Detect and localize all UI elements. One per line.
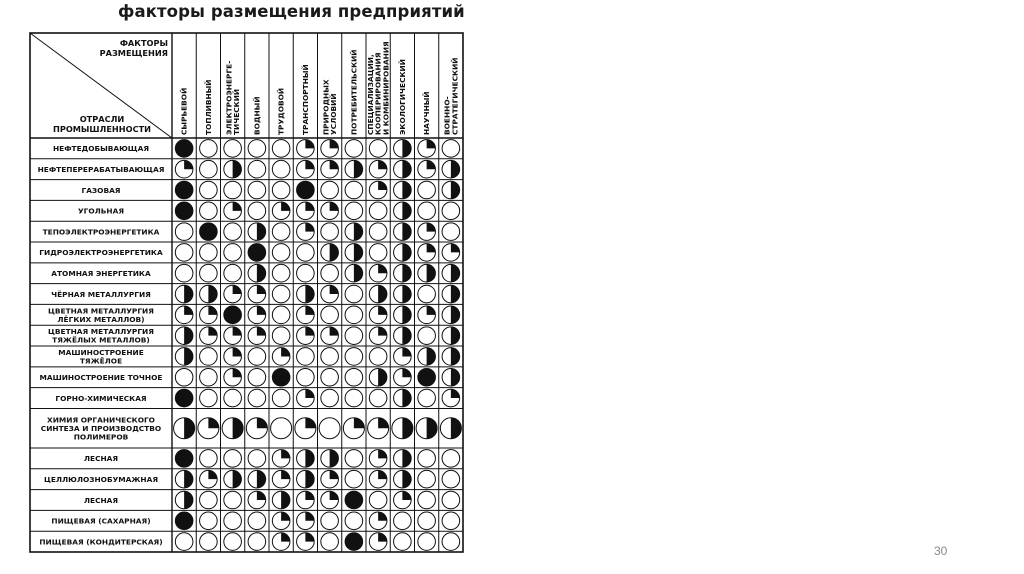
circle-half-fill	[257, 470, 266, 488]
factor-circle-empty	[248, 202, 266, 220]
row-label: ЛЁГКИХ МЕТАЛЛОВ)	[57, 314, 145, 324]
factor-circle-full	[175, 202, 193, 220]
factor-circle-empty	[224, 140, 242, 158]
factor-circle-empty	[321, 264, 339, 282]
row-label: ЦЕЛЛЮЛОЗНОБУМАЖНАЯ	[43, 474, 159, 484]
factor-circle-full	[175, 181, 193, 199]
circle-quarter-fill	[378, 264, 387, 273]
factor-circle-empty	[369, 202, 387, 220]
circle-quarter-fill	[402, 491, 411, 500]
factor-circle-empty	[345, 327, 363, 345]
factor-circle-empty	[248, 533, 266, 551]
factor-circle-empty	[321, 181, 339, 199]
circle-half-fill	[402, 389, 411, 407]
factor-circle-empty	[272, 140, 290, 158]
row-label: ХИМИЯ ОРГАНИЧЕСКОГО	[47, 415, 155, 425]
factor-circle-empty	[200, 491, 218, 509]
factor-circle-empty	[442, 533, 460, 551]
factor-circle-empty	[321, 533, 339, 551]
factor-circle-empty	[248, 160, 266, 178]
factor-circle-empty	[418, 181, 436, 199]
column-header-label: ВОДНЫЙ	[252, 96, 262, 135]
circle-quarter-fill	[427, 223, 436, 232]
factor-circle-empty	[272, 181, 290, 199]
circle-half-fill	[354, 264, 363, 282]
factor-circle-empty	[297, 264, 315, 282]
circle-quarter-fill	[427, 160, 436, 169]
row-label: НЕФТЕДОБЫВАЮЩАЯ	[52, 144, 150, 154]
circle-half-fill	[354, 160, 363, 178]
circle-quarter-fill	[281, 202, 290, 211]
circle-quarter-fill	[305, 512, 314, 521]
circle-quarter-fill	[402, 368, 411, 377]
row-label: ТЯЖЁЛЫХ МЕТАЛЛОВ)	[52, 335, 150, 345]
circle-half-fill	[451, 327, 460, 345]
factor-circle-empty	[369, 223, 387, 241]
circle-quarter-fill	[378, 533, 387, 542]
factor-circle-empty	[442, 512, 460, 530]
circle-quarter-fill	[305, 223, 314, 232]
row-label: ТЯЖЁЛОЕ	[79, 356, 123, 366]
circle-half-fill	[233, 418, 244, 439]
circle-quarter-fill	[305, 327, 314, 336]
factor-circle-empty	[345, 470, 363, 488]
factor-circle-empty	[200, 202, 218, 220]
factor-circle-empty	[321, 223, 339, 241]
circle-half-fill	[305, 470, 314, 488]
circle-half-fill	[451, 160, 460, 178]
column-header-label: ЭКОЛОГИЧЕСКИЙ	[397, 59, 407, 135]
circle-half-fill	[402, 306, 411, 324]
circle-quarter-fill	[257, 327, 266, 336]
circle-quarter-fill	[305, 140, 314, 149]
factor-circle-empty	[369, 389, 387, 407]
factor-circle-empty	[369, 140, 387, 158]
circle-quarter-fill	[378, 306, 387, 315]
circle-quarter-fill	[281, 512, 290, 521]
circle-half-fill	[184, 418, 195, 439]
factor-circle-empty	[272, 389, 290, 407]
circle-quarter-fill	[305, 160, 314, 169]
factor-circle-empty	[418, 491, 436, 509]
circle-quarter-fill	[451, 389, 460, 398]
circle-half-fill	[451, 181, 460, 199]
circle-quarter-fill	[257, 285, 266, 294]
circle-half-fill	[184, 327, 193, 345]
circle-quarter-fill	[378, 470, 387, 479]
circle-half-fill	[257, 264, 266, 282]
factor-circle-empty	[297, 368, 315, 386]
circle-half-fill	[402, 181, 411, 199]
factor-circle-full	[345, 491, 363, 509]
factor-circle-empty	[272, 264, 290, 282]
circle-quarter-fill	[281, 450, 290, 459]
circle-quarter-fill	[330, 491, 339, 500]
circle-quarter-fill	[233, 348, 242, 357]
factor-circle-empty	[319, 418, 340, 439]
factor-circle-empty	[272, 285, 290, 303]
column-header-label: ТИЧЕСКИЙ	[232, 88, 242, 135]
circle-quarter-fill	[305, 202, 314, 211]
corner-top-label: ФАКТОРЫ	[119, 38, 168, 48]
factor-circle-empty	[345, 181, 363, 199]
factor-circle-empty	[369, 244, 387, 262]
factor-circle-empty	[200, 512, 218, 530]
factor-circle-empty	[224, 244, 242, 262]
circle-half-fill	[402, 450, 411, 468]
factor-circle-full	[418, 368, 436, 386]
factor-circle-empty	[418, 389, 436, 407]
circle-quarter-fill	[208, 418, 219, 429]
circle-half-fill	[451, 306, 460, 324]
circle-half-fill	[427, 348, 436, 366]
circle-quarter-fill	[378, 327, 387, 336]
factor-circle-empty	[200, 181, 218, 199]
row-label: ЦВЕТНАЯ МЕТАЛЛУРГИЯ	[48, 327, 154, 337]
factor-circle-empty	[418, 533, 436, 551]
factor-circle-empty	[200, 140, 218, 158]
factor-circle-empty	[418, 450, 436, 468]
row-label: ПИЩЕВАЯ (КОНДИТЕРСКАЯ)	[39, 537, 163, 547]
circle-quarter-fill	[233, 202, 242, 211]
column-header-label: И КОМБИНИРОВАНИЯ	[381, 41, 391, 135]
factor-circle-empty	[272, 160, 290, 178]
factor-circle-empty	[345, 348, 363, 366]
column-header-label: СТРАТЕГИЧЕСКИЙ	[450, 57, 460, 135]
factor-circle-empty	[272, 327, 290, 345]
slide-title: факторы размещения предприятий	[118, 2, 465, 21]
circle-quarter-fill	[208, 327, 217, 336]
circle-quarter-fill	[451, 244, 460, 253]
factor-circle-empty	[248, 181, 266, 199]
row-label: АТОМНАЯ ЭНЕРГЕТИКА	[51, 269, 151, 279]
factor-circle-empty	[200, 368, 218, 386]
circle-quarter-fill	[184, 306, 193, 315]
factor-circle-full	[175, 450, 193, 468]
circle-half-fill	[257, 223, 266, 241]
circle-quarter-fill	[257, 418, 268, 429]
column-header-label: НАУЧНЫЙ	[422, 91, 432, 135]
circle-quarter-fill	[330, 327, 339, 336]
factor-circle-empty	[248, 450, 266, 468]
circle-half-fill	[427, 418, 438, 439]
circle-quarter-fill	[305, 389, 314, 398]
circle-half-fill	[451, 264, 460, 282]
column-header-label: ПРИРОДНЫХ	[321, 79, 331, 135]
factor-circle-empty	[200, 160, 218, 178]
factor-circle-empty	[345, 450, 363, 468]
factor-circle-empty	[248, 512, 266, 530]
row-label: ЛЕСНАЯ	[83, 454, 119, 464]
factor-circle-empty	[321, 368, 339, 386]
factor-circle-empty	[272, 223, 290, 241]
circle-quarter-fill	[257, 491, 266, 500]
circle-quarter-fill	[378, 418, 389, 429]
column-header-label: ТРУДОВОЙ	[276, 87, 286, 135]
factor-circle-empty	[200, 450, 218, 468]
factor-circle-empty	[345, 285, 363, 303]
factor-circle-empty	[442, 450, 460, 468]
column-header-label: СЫРЬЕВОЙ	[179, 87, 189, 135]
factor-circle-empty	[200, 533, 218, 551]
column-header-label: ЭЛЕКТРОЭНЕРГЕ-	[224, 60, 234, 135]
circle-half-fill	[330, 244, 339, 262]
circle-quarter-fill	[378, 181, 387, 190]
circle-half-fill	[233, 470, 242, 488]
circle-quarter-fill	[378, 160, 387, 169]
row-label: МАШИНОСТРОЕНИЕ ТОЧНОЕ	[39, 373, 163, 383]
circle-half-fill	[208, 285, 217, 303]
circle-half-fill	[305, 450, 314, 468]
factor-circle-empty	[297, 244, 315, 262]
circle-half-fill	[402, 223, 411, 241]
factor-circle-empty	[175, 223, 193, 241]
circle-half-fill	[378, 285, 387, 303]
circle-half-fill	[330, 450, 339, 468]
factor-circle-full	[272, 368, 290, 386]
row-label: ЦВЕТНАЯ МЕТАЛЛУРГИЯ	[48, 306, 154, 316]
factor-circle-empty	[224, 512, 242, 530]
circle-quarter-fill	[305, 306, 314, 315]
circle-quarter-fill	[330, 470, 339, 479]
factor-circle-full	[200, 223, 218, 241]
circle-quarter-fill	[257, 306, 266, 315]
factor-circle-empty	[224, 450, 242, 468]
factor-circle-empty	[248, 140, 266, 158]
factor-circle-empty	[418, 470, 436, 488]
corner-bottom-label: ПРОМЫШЛЕННОСТИ	[52, 124, 152, 134]
circle-half-fill	[184, 470, 193, 488]
factor-circle-empty	[224, 533, 242, 551]
factor-circle-empty	[442, 491, 460, 509]
circle-half-fill	[402, 160, 411, 178]
factor-circle-empty	[418, 285, 436, 303]
circle-quarter-fill	[281, 348, 290, 357]
factor-circle-empty	[248, 389, 266, 407]
factor-circle-empty	[321, 306, 339, 324]
circle-quarter-fill	[354, 418, 365, 429]
column-header-label: ПОТРЕБИТЕЛЬСКИЙ	[349, 49, 359, 135]
circle-half-fill	[305, 285, 314, 303]
factor-circle-empty	[345, 140, 363, 158]
factor-circle-full	[248, 244, 266, 262]
circle-half-fill	[354, 244, 363, 262]
factor-circle-empty	[175, 368, 193, 386]
circle-quarter-fill	[427, 306, 436, 315]
row-label: ЛЕСНАЯ	[83, 495, 119, 505]
circle-half-fill	[402, 244, 411, 262]
circle-half-fill	[451, 368, 460, 386]
factor-circle-full	[297, 181, 315, 199]
page-number: 30	[934, 544, 948, 558]
circle-half-fill	[184, 491, 193, 509]
corner-top-label: РАЗМЕЩЕНИЯ	[99, 48, 168, 58]
row-label: ПИЩЕВАЯ (САХАРНАЯ)	[51, 516, 151, 526]
circle-half-fill	[427, 264, 436, 282]
circle-half-fill	[378, 368, 387, 386]
row-label: СИНТЕЗА И ПРОИЗВОДСТВО	[40, 424, 162, 434]
circle-quarter-fill	[330, 202, 339, 211]
circle-half-fill	[402, 264, 411, 282]
column-header-label: ВОЕННО-	[442, 96, 452, 135]
factor-circle-empty	[224, 181, 242, 199]
circle-half-fill	[451, 348, 460, 366]
factor-circle-empty	[271, 418, 292, 439]
factor-circle-empty	[442, 202, 460, 220]
circle-half-fill	[451, 285, 460, 303]
circle-quarter-fill	[233, 368, 242, 377]
circle-quarter-fill	[184, 160, 193, 169]
factor-circle-empty	[369, 491, 387, 509]
circle-half-fill	[402, 418, 413, 439]
factor-circle-empty	[175, 264, 193, 282]
factor-circle-empty	[321, 512, 339, 530]
circle-quarter-fill	[208, 470, 217, 479]
factor-circle-empty	[224, 389, 242, 407]
factor-circle-empty	[345, 306, 363, 324]
circle-half-fill	[354, 223, 363, 241]
circle-half-fill	[402, 140, 411, 158]
factor-circle-empty	[418, 202, 436, 220]
factor-circle-empty	[200, 348, 218, 366]
factor-circle-empty	[200, 244, 218, 262]
factor-circle-empty	[224, 264, 242, 282]
row-label: ТЕПОЭЛЕКТРОЭНЕРГЕТИКА	[42, 227, 160, 237]
factor-circle-empty	[394, 512, 412, 530]
circle-half-fill	[402, 285, 411, 303]
factor-circle-empty	[224, 223, 242, 241]
circle-quarter-fill	[427, 244, 436, 253]
factor-circle-empty	[321, 348, 339, 366]
factor-circle-empty	[248, 348, 266, 366]
circle-half-fill	[402, 202, 411, 220]
circle-quarter-fill	[208, 306, 217, 315]
factor-circle-empty	[394, 533, 412, 551]
row-label: МАШИНОСТРОЕНИЕ	[58, 347, 144, 357]
circle-quarter-fill	[305, 491, 314, 500]
factor-circle-full	[175, 512, 193, 530]
row-label: ЧЁРНАЯ МЕТАЛЛУРГИЯ	[51, 289, 151, 299]
factor-circle-empty	[345, 368, 363, 386]
factor-circle-empty	[175, 244, 193, 262]
factor-circle-empty	[442, 140, 460, 158]
column-header-label: УСЛОВИЙ	[329, 93, 339, 135]
row-label: НЕФТЕПЕРЕРАБАТЫВАЮЩАЯ	[37, 165, 165, 175]
factor-circle-empty	[418, 327, 436, 345]
factor-circle-empty	[321, 389, 339, 407]
column-header-label: ТРАНСПОРТНЫЙ	[300, 64, 310, 135]
factor-circle-empty	[442, 223, 460, 241]
row-label: ПОЛИМЕРОВ	[73, 432, 129, 442]
factor-circle-empty	[418, 512, 436, 530]
column-header-label: СПЕЦИАЛИЗАЦИИ,	[365, 54, 375, 135]
factor-circle-full	[175, 389, 193, 407]
row-label: ГОРНО-ХИМИЧЕСКАЯ	[55, 393, 147, 403]
factor-circle-empty	[272, 244, 290, 262]
factor-circle-empty	[369, 348, 387, 366]
factor-circle-empty	[272, 306, 290, 324]
factor-circle-empty	[200, 264, 218, 282]
factor-circle-full	[175, 140, 193, 158]
circle-quarter-fill	[330, 160, 339, 169]
circle-half-fill	[281, 491, 290, 509]
circle-quarter-fill	[378, 512, 387, 521]
circle-quarter-fill	[305, 418, 316, 429]
circle-half-fill	[184, 285, 193, 303]
circle-quarter-fill	[233, 285, 242, 294]
circle-quarter-fill	[281, 470, 290, 479]
circle-half-fill	[451, 418, 462, 439]
circle-quarter-fill	[427, 140, 436, 149]
factor-circle-empty	[345, 202, 363, 220]
factor-circle-empty	[175, 533, 193, 551]
factor-circle-full	[345, 533, 363, 551]
circle-quarter-fill	[402, 348, 411, 357]
circle-half-fill	[184, 348, 193, 366]
factor-circle-empty	[200, 389, 218, 407]
factor-circle-empty	[442, 470, 460, 488]
row-label: УГОЛЬНАЯ	[77, 206, 125, 216]
factor-circle-empty	[224, 491, 242, 509]
circle-quarter-fill	[330, 140, 339, 149]
circle-quarter-fill	[281, 533, 290, 542]
circle-quarter-fill	[378, 450, 387, 459]
circle-half-fill	[402, 470, 411, 488]
row-label: ГАЗОВАЯ	[81, 185, 121, 195]
factor-circle-empty	[345, 512, 363, 530]
corner-bottom-label: ОТРАСЛИ	[79, 114, 125, 124]
circle-quarter-fill	[233, 327, 242, 336]
factor-circle-empty	[345, 389, 363, 407]
column-header-label: КООПЕРИРОВАНИЯ	[373, 52, 383, 135]
circle-quarter-fill	[305, 533, 314, 542]
circle-half-fill	[402, 327, 411, 345]
circle-half-fill	[233, 160, 242, 178]
factor-circle-full	[224, 306, 242, 324]
circle-quarter-fill	[330, 285, 339, 294]
column-header-label: ТОПЛИВНЫЙ	[203, 79, 213, 135]
row-label: ГИДРОЭЛЕКТРОЭНЕРГЕТИКА	[39, 248, 163, 258]
factor-circle-empty	[248, 368, 266, 386]
factor-circle-empty	[297, 348, 315, 366]
